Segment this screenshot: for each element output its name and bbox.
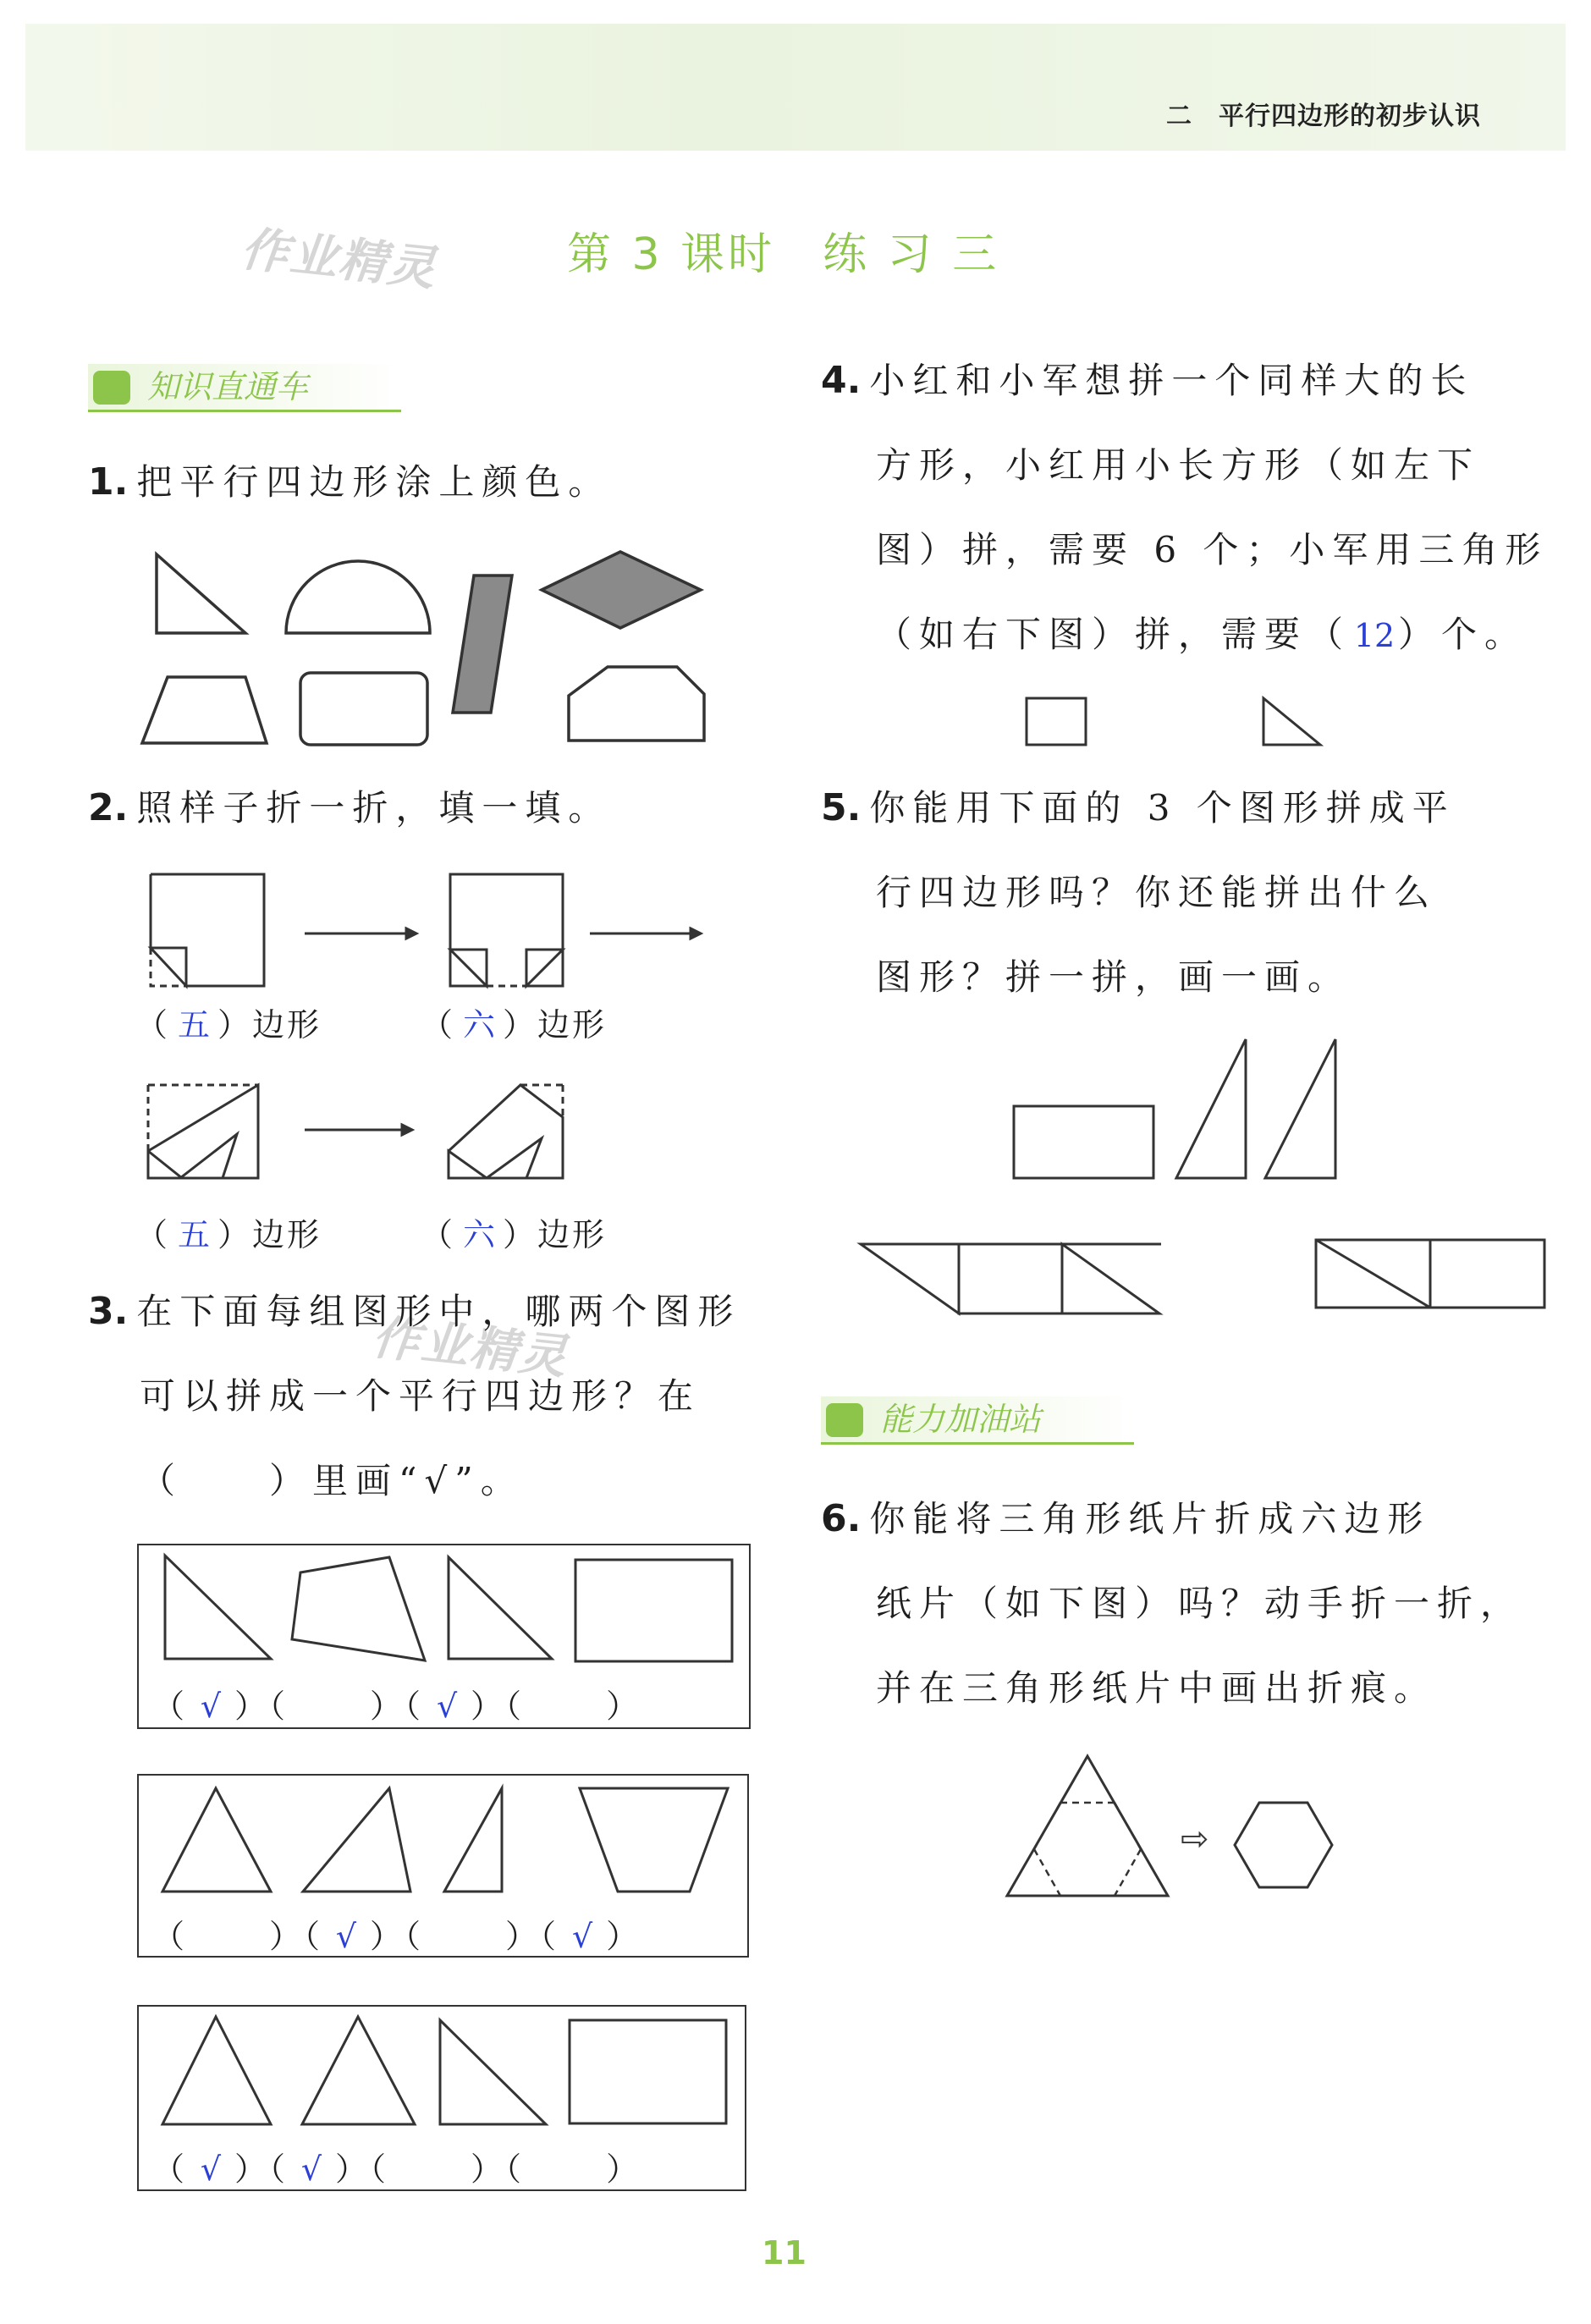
q2-blank-4: （ 六 ）边形 bbox=[421, 1216, 608, 1253]
q6-triangle bbox=[1007, 1756, 1168, 1896]
question-6-line-2: 纸片（如下图）吗？动手折一折， bbox=[876, 1583, 1524, 1624]
q3-group-1-answers: （ √ ）（ ）（ √ ）（ ） bbox=[152, 1688, 641, 1725]
q2-blank-2: （ 六 ）边形 bbox=[421, 1006, 608, 1044]
question-3-line-2: 可以拼成一个平行四边形？在 bbox=[140, 1375, 702, 1417]
question-4-line-2: 方形，小红用小长方形（如左下 bbox=[876, 444, 1481, 486]
page-number: 11 bbox=[762, 2234, 807, 2272]
watermark: 作业精灵 bbox=[238, 222, 440, 297]
question-5-line-1: 5. 你能用下面的 3 个图形拼成平 bbox=[821, 786, 1456, 829]
question-3-line-1: 3. 在下面每组图形中，哪两个图形 bbox=[88, 1290, 741, 1333]
question-2: 2. 照样子折一折，填一填。 bbox=[88, 786, 612, 829]
q2-blank-1: （ 五 ）边形 bbox=[135, 1006, 322, 1044]
chapter-title: 二 平行四边形的初步认识 bbox=[1166, 102, 1481, 131]
section-knowledge: 知识直通车 bbox=[88, 364, 401, 412]
question-5-line-3: 图形？拼一拼，画一画。 bbox=[876, 956, 1352, 998]
q6-hexagon bbox=[1235, 1803, 1332, 1887]
question-1: 1. 把平行四边形涂上颜色。 bbox=[88, 460, 612, 504]
watermark: 作业精灵 bbox=[369, 1310, 571, 1385]
lesson-title: 第 3 课时 练 习 三 bbox=[567, 229, 1000, 280]
section-ability: 能力加油站 bbox=[821, 1396, 1134, 1445]
question-4-line-3: 图）拼，需要 6 个；小军用三角形 bbox=[876, 529, 1549, 570]
question-4-line-4: （如右下图）拼，需要（ 12）个。 bbox=[876, 614, 1528, 655]
question-6-line-3: 并在三角形纸片中画出折痕。 bbox=[876, 1667, 1438, 1709]
q3-group-2-answers: （ ）（ √ ）（ ）（ √ ） bbox=[152, 1918, 641, 1955]
question-5-line-2: 行四边形吗？你还能拼出什么 bbox=[876, 872, 1438, 913]
q3-group-3-answers: （ √ ）（ √ ）（ ）（ ） bbox=[152, 2151, 641, 2188]
question-4-line-1: 4. 小红和小军想拼一个同样大的长 bbox=[821, 359, 1474, 402]
arrow-icon: ⇨ bbox=[1181, 1820, 1209, 1859]
question-3-line-3: （ ）里画“√”。 bbox=[140, 1460, 524, 1501]
question-6-line-1: 6. 你能将三角形纸片折成六边形 bbox=[821, 1497, 1431, 1540]
q2-blank-3: （ 五 ）边形 bbox=[135, 1216, 322, 1253]
